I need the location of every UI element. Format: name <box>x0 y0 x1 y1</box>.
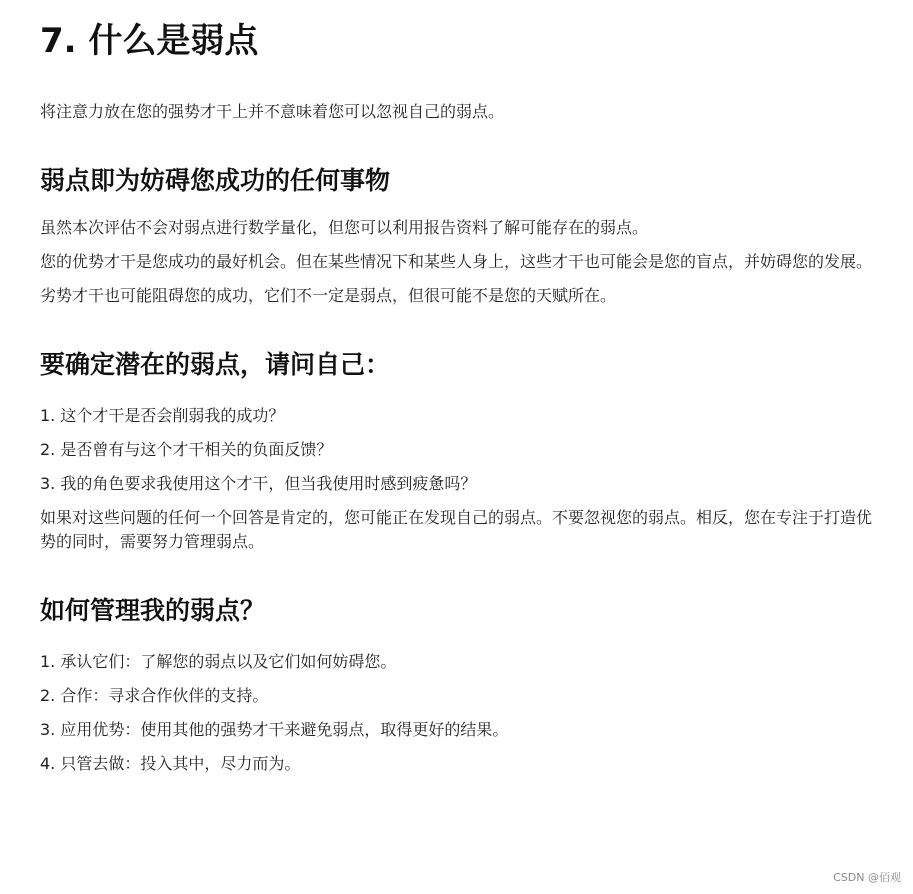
watermark: CSDN @佰观 <box>833 871 901 884</box>
section-heading-manage-weakness: 如何管理我的弱点？ <box>40 596 266 625</box>
list-item: 2. 合作：寻求合作伙伴的支持。 <box>40 686 269 705</box>
weakness-paragraph-2: 您的优势才干是您成功的最好机会。但在某些情况下和某些人身上，这些才干也可能会是您的盲点，并妨碍您的发展。 <box>40 252 873 271</box>
list-item: 3. 我的角色要求我使用这个才干，但当我使用时感到疲惫吗？ <box>40 474 477 493</box>
weakness-paragraph-3: 劣势才干也可能阻碍您的成功，它们不一定是弱点，但很可能不是您的天赋所在。 <box>40 286 617 305</box>
weakness-paragraph-1: 虽然本次评估不会对弱点进行数学量化，但您可以利用报告资料了解可能存在的弱点。 <box>40 218 649 237</box>
identify-summary-paragraph: 如果对这些问题的任何一个回答是肯定的，您可能正在发现自己的弱点。不要忽视您的弱点。相反，您在专注于打造优势的同时，需要努力管理弱点。 <box>40 508 873 551</box>
list-item: 3. 应用优势：使用其他的强势才干来避免弱点，取得更好的结果。 <box>40 720 509 739</box>
list-item: 1. 这个才干是否会削弱我的成功？ <box>40 406 285 425</box>
intro-paragraph: 将注意力放在您的强势才干上并不意味着您可以忽视自己的弱点。 <box>40 102 505 121</box>
section-heading-weakness-definition: 弱点即为妨碍您成功的任何事物 <box>40 166 391 195</box>
list-item: 2. 是否曾有与这个才干相关的负面反馈？ <box>40 440 333 459</box>
page-title: 7. 什么是弱点 <box>40 21 259 61</box>
identify-questions-list <box>40 404 885 496</box>
list-item: 1. 承认它们：了解您的弱点以及它们如何妨碍您。 <box>40 652 397 671</box>
section-heading-identify-weakness: 要确定潜在的弱点，请问自己： <box>40 350 391 379</box>
list-item: 4. 只管去做：投入其中，尽力而为。 <box>40 754 301 773</box>
manage-steps-list <box>40 650 885 776</box>
article <box>40 18 885 776</box>
